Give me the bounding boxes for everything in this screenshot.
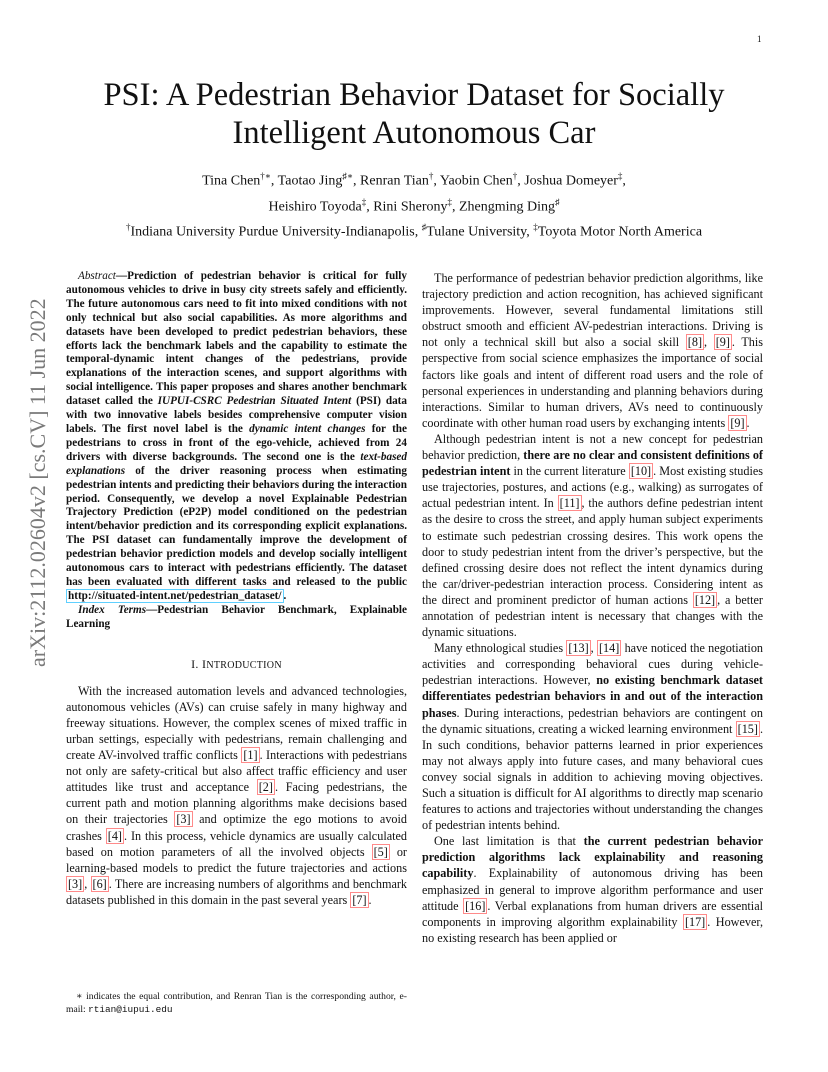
author-name: Yaobin Chen [439, 173, 513, 189]
label-dynamic-intent: dynamic intent changes [249, 422, 366, 435]
section-heading-introduction [66, 656, 407, 674]
citation-link[interactable]: [5] [373, 844, 388, 859]
footnote-text: indicates the equal contribution, and Renran Tian is the corresponding author, e-mail: [66, 991, 407, 1015]
section-numeral: I. [191, 656, 203, 671]
author-mark: ‡ [361, 196, 367, 207]
author-name: Zhengming Ding [458, 199, 556, 215]
author-mark: † [428, 171, 434, 181]
text-span: . [746, 415, 750, 430]
footnote [66, 990, 407, 1016]
author-name: Heishiro Toyoda [268, 199, 362, 215]
abstract-text: . [283, 589, 287, 602]
section-cap: I [202, 656, 207, 671]
text-span: , the authors define pedestrian intent as the desire to cross the street, and apply human subject experiments to estimate such pedestrian crossing desires. This work opens the door to study pedestrian intent from the driver’s perspective, but the defined crossing desire does not reflect the intent dynamics during the car/driver-pedestrian interaction process. Considering intent as the direct and prominent predictor of human actions [422, 496, 763, 607]
text-span: One last limitation is that [434, 834, 584, 849]
text-span: have noticed the negotiation activities and corresponding behavioral cues during vehicle-pedestrian interactions. However, [422, 641, 764, 688]
text-span: , [704, 335, 714, 350]
text-span: . Verbal explanations from human drivers are essential components in improving algorithm explainability [422, 898, 763, 929]
citation-link[interactable]: [6] [92, 876, 107, 891]
citation-link[interactable]: [17] [684, 914, 706, 929]
author-sep: , [433, 173, 440, 189]
footnote-email: rtian@iupui.edu [88, 1004, 173, 1015]
abstract-text: for the pedestrians to cross in front of the ego-vehicle, achieved from 24 drivers with diverse backgrounds. The second one is the [66, 422, 407, 463]
affiliation-mark: † [125, 222, 131, 233]
citation-link[interactable]: [14] [599, 641, 620, 656]
text-span: Although pedestrian intent is not a new concept for pedestrian behavior prediction, [422, 431, 763, 463]
abstract-text: (PSI) data with two innovative labels besides comprehensive computer vision labels. The first novel label is the [66, 395, 407, 435]
text-span: . In this process, vehicle dynamics are usually calculated based on motion parameters of all the involved objects [66, 828, 408, 859]
text-span: . However, no existing research has been applied or [422, 914, 763, 945]
dataset-name: IUPUI-CSRC Pedestrian Situated Intent [157, 395, 352, 408]
dataset-link[interactable]: http://situated-intent.net/pedestrian_dataset/ [68, 589, 282, 602]
body-paragraph [422, 833, 763, 946]
paper-title: PSI: A Pedestrian Behavior Dataset for Socially Intelligent Autonomous Car [103, 77, 725, 151]
author-name: Tina Chen [202, 173, 261, 189]
abstract [66, 270, 407, 604]
author-mark: ♯∗ [342, 171, 354, 181]
text-span: . There are increasing numbers of algorithms and benchmark datasets published in this domain in the past several years [66, 876, 408, 907]
citation-link[interactable]: [10] [630, 464, 652, 479]
citation-link[interactable]: [1] [243, 748, 258, 763]
affiliation-line [60, 217, 768, 243]
text-span: . Explainability of autonomous driving has been emphasized in general to improve algorithm performance and user attitude [422, 866, 763, 913]
section-rest: NTRODUCTION [206, 659, 282, 671]
intro-paragraph [66, 683, 407, 908]
author-line-1 [60, 166, 768, 192]
text-span: . Facing pedestrians, the current path and motion planning algorithms make decisions based on their trajectories [66, 780, 408, 827]
arxiv-stamp: arXiv:2112.02604v2 [cs.CV] 11 Jun 2022 [25, 298, 50, 668]
author-mark: ‡ [617, 171, 623, 181]
affiliation-name: Tulane University [426, 224, 527, 240]
abstract-text: —Prediction of pedestrian behavior is critical for fully autonomous vehicles to drive in busy city streets safely and efficiently. The future autonomous cars need to fit into mixed conditions with not only technical but also social capabilities. As more algorithms and datasets have been developed to predict pedestrian behaviors, these efforts lack the benchmark labels and the capability to estimate the temporal-dynamic intent changes of the pedestrians, provide explanations of the interaction scenes, and support algorithms with social intelligence. This paper proposes and shares another benchmark dataset called the [66, 270, 407, 408]
citation-link[interactable]: [9] [730, 415, 745, 430]
affiliation-mark: ♯ [421, 222, 427, 233]
author-name: Joshua Domeyer [524, 173, 618, 189]
citation-link[interactable]: [3] [68, 876, 83, 891]
footnote-mark: ∗ [76, 991, 83, 1002]
author-mark: †∗ [260, 171, 271, 181]
page-number: 1 [757, 34, 762, 44]
citation-link[interactable]: [7] [352, 892, 367, 907]
author-mark: † [512, 171, 518, 181]
text-span: or learning-based models to predict the future trajectories and actions [66, 844, 407, 875]
author-mark: ♯ [555, 196, 560, 207]
emphasis-text: there are no clear and consistent definitions of pedestrian intent [422, 448, 763, 479]
text-span: . In such conditions, behavior patterns learned in prior experiences may not always apply into future cases, and many behavioral cues convey social signals in addition to achieving moving objectives. Such a situation is difficult for AI algorithms to directly map scenario features to actions and trajectories without understanding the changes of pedestrian intents behind. [422, 721, 763, 833]
author-sep: , [451, 199, 459, 215]
author-sep: , [517, 173, 525, 189]
text-span: . During interactions, pedestrian behaviors are contingent on the dynamic situations, creating a wicked learning environment [422, 705, 763, 736]
index-terms [66, 604, 407, 632]
index-terms-lead: Index Terms [78, 603, 147, 616]
author-sep: , [353, 173, 361, 189]
text-span: , [84, 876, 91, 891]
text-span: . Most existing studies use trajectories, postures, and actions (e.g., walking) as surrogates of actual pedestrian intent. In [422, 464, 763, 511]
body-paragraph [422, 270, 763, 431]
text-span: . This perspective from social science emphasizes the importance of social factors like goals and intent of different road users and the role of personal experiences in understanding and planning behaviors during interactions. Similar to human drivers, AVs need to continuously coordinate with other human road users by exchanging intents [422, 335, 764, 430]
body-paragraph [422, 640, 763, 833]
author-mark: ‡ [447, 196, 452, 207]
text-span: . Interactions with pedestrians not only are safety-critical but also affect traffic efficiency and user attitudes like trust and acceptance [66, 748, 407, 795]
index-terms-text: —Pedestrian Behavior Benchmark, Explainable Learning [66, 603, 407, 630]
author-sep: , [366, 199, 374, 215]
affiliation-name: Indiana University Purdue University-Indianapolis [130, 224, 415, 240]
citation-link[interactable]: [16] [465, 898, 486, 913]
citation-link[interactable]: [3] [176, 812, 191, 827]
author-block [60, 166, 768, 243]
citation-link[interactable]: [13] [568, 641, 589, 656]
text-span: , [590, 641, 597, 656]
label-text-explanations: text-based explanations [66, 450, 407, 477]
affiliation-name: Toyota Motor North America [537, 224, 703, 240]
emphasis-text: no existing benchmark dataset differentiates pedestrian behaviors in and out of the interaction phases [422, 673, 763, 720]
citation-link[interactable]: [15] [737, 721, 758, 736]
text-span: , a better annotation of pedestrian intent is necessary that changes with the dynamic situations. [422, 592, 763, 640]
text-span: With the increased automation levels and advanced technologies, autonomous vehicles (AVs) can cruise safely in many highway and freeway situations. However, the complex scenes of mixed traffic in urban settings, especially with pedestrians, remain challenging and create AV-involved traffic conflicts [66, 683, 407, 763]
affiliation-mark: ‡ [533, 222, 538, 233]
author-sep: , [622, 173, 626, 189]
affiliation-sep: , [414, 224, 422, 240]
text-span: . [368, 892, 372, 907]
citation-link[interactable]: [9] [715, 335, 730, 350]
right-column [422, 270, 763, 946]
text-span: The performance of pedestrian behavior prediction algorithms, like trajectory prediction and action recognition, has achieved significant improvements. However, several fundamental limitations still obstruct smooth and efficient AV-pedestrian interactions. Driving is not only a technical skill but also a social skill [422, 271, 763, 350]
abstract-lead: Abstract [78, 270, 116, 282]
author-name: Taotao Jing [277, 173, 343, 189]
text-span: Many ethnological studies [434, 641, 567, 656]
body-paragraph [422, 431, 763, 640]
author-name: Rini Sherony [373, 199, 448, 215]
abstract-text: of the driver reasoning process when estimating pedestrian intents and predicting their behaviors during the interaction period. Consequently, we develop a novel Explainable Pedestrian Trajectory Prediction (eP2P) model conditioned on the pedestrian intent/behavior prediction and its corresponding explicit explanations. The PSI dataset can fundamentally improve the development of pedestrian behavior prediction models and develop socially intelligent autonomous cars to interact with pedestrians efficiently. The dataset has been evaluated with different tasks and released to the public [66, 464, 407, 588]
citation-link[interactable]: [2] [258, 780, 273, 795]
citation-link[interactable]: [12] [694, 592, 716, 607]
author-line-2 [60, 192, 768, 218]
author-sep: , [270, 173, 278, 189]
citation-link[interactable]: [8] [687, 335, 703, 350]
text-span: in the current literature [510, 464, 629, 479]
emphasis-text: the current pedestrian behavior prediction algorithms lack explainability and reasoning capability [422, 834, 763, 881]
text-span: and optimize the ego motions to avoid crashes [66, 812, 407, 843]
author-name: Renran Tian [360, 173, 429, 189]
citation-link[interactable]: [4] [107, 828, 122, 843]
left-column [66, 270, 407, 908]
citation-link[interactable]: [11] [559, 496, 580, 511]
affiliation-sep: , [526, 224, 534, 240]
